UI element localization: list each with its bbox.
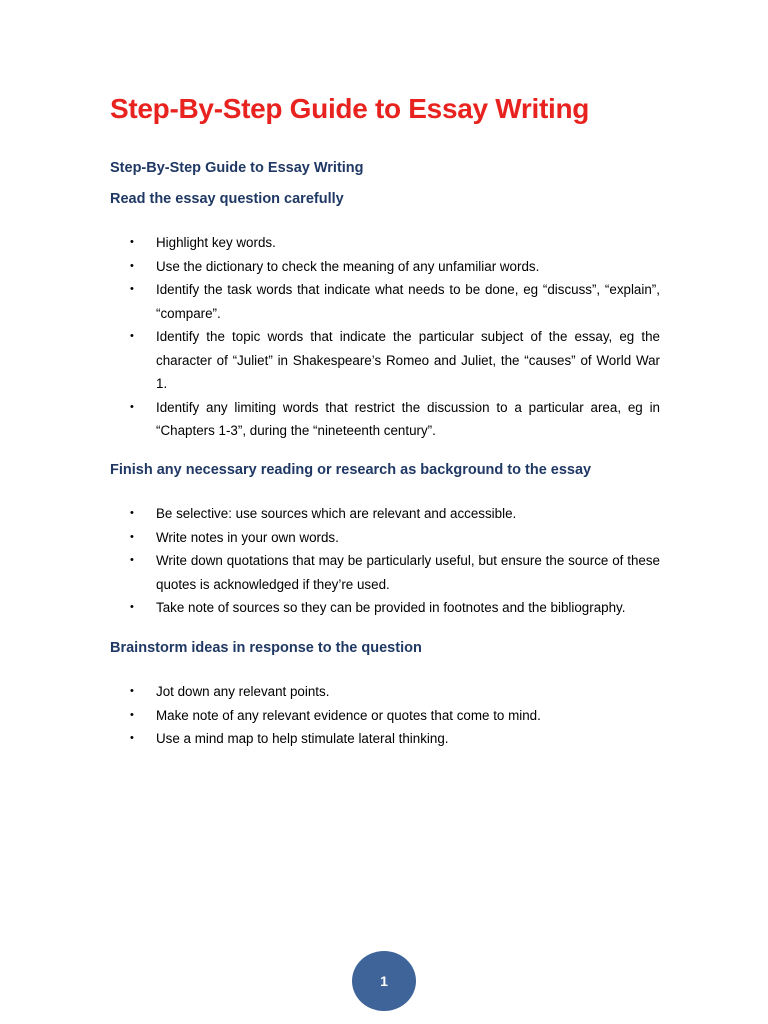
list-item <box>130 596 660 620</box>
list-item-text: Take note of sources so they can be provided in footnotes and the bibliography. <box>156 600 626 615</box>
bullet-icon: • <box>130 732 134 744</box>
bullet-icon: • <box>130 283 134 295</box>
bullet-list-reading-research <box>130 502 660 620</box>
bullet-icon: • <box>130 330 134 342</box>
list-item-text: Be selective: use sources which are relevant and accessible. <box>156 506 517 521</box>
list-item-text: Identify the task words that indicate what needs to be done, eg “discuss”, “explain”, “compare”. <box>156 282 660 321</box>
bullet-icon: • <box>130 400 134 413</box>
list-item-text: Highlight key words. <box>156 235 276 250</box>
bullet-icon: • <box>130 259 134 272</box>
list-item <box>130 231 660 255</box>
list-item <box>130 727 660 751</box>
list-item <box>130 325 660 396</box>
list-item-text: Identify any limiting words that restrict the discussion to a particular area, eg in “Chapters 1-3”, during the “nineteenth century”. <box>156 399 660 438</box>
section-heading-reading-research: Finish any necessary reading or research as background to the essay <box>110 462 592 478</box>
list-item-text: Write down quotations that may be particularly useful, but ensure the source of these quotes is acknowledged if they’re used. <box>156 553 660 592</box>
list-item <box>130 502 660 526</box>
list-item-text: Jot down any relevant points. <box>156 684 330 699</box>
list-item <box>130 255 660 279</box>
list-item <box>130 526 660 550</box>
page-number-badge <box>352 951 416 1011</box>
list-item-text: Use the dictionary to check the meaning of any unfamiliar words. <box>156 258 540 274</box>
list-item <box>130 704 660 728</box>
section-heading-brainstorm: Brainstorm ideas in response to the question <box>110 640 422 656</box>
list-item-text: Write notes in your own words. <box>156 529 339 545</box>
bullet-icon: • <box>130 236 134 248</box>
document-subtitle: Step-By-Step Guide to Essay Writing <box>110 160 364 176</box>
section-heading-read-question: Read the essay question carefully <box>110 191 344 207</box>
bullet-icon: • <box>130 554 134 566</box>
bullet-icon: • <box>130 708 134 721</box>
list-item <box>130 549 660 596</box>
bullet-list-read-question <box>130 231 660 443</box>
list-item-text: Make note of any relevant evidence or quotes that come to mind. <box>156 707 541 723</box>
page-number: 1 <box>380 973 388 989</box>
bullet-icon: • <box>130 507 134 519</box>
bullet-icon: • <box>130 685 134 697</box>
document-title: Step-By-Step Guide to Essay Writing <box>110 93 590 124</box>
list-item-text: Use a mind map to help stimulate lateral thinking. <box>156 731 449 746</box>
bullet-icon: • <box>130 601 134 613</box>
list-item-text: Identify the topic words that indicate the particular subject of the essay, eg the character of “Juliet” in Shakespeare’s Romeo and Juliet, the “causes” of World War 1. <box>156 329 660 391</box>
list-item <box>130 680 660 704</box>
list-item <box>130 278 660 325</box>
list-item <box>130 396 660 443</box>
bullet-icon: • <box>130 530 134 543</box>
bullet-list-brainstorm <box>130 680 660 751</box>
